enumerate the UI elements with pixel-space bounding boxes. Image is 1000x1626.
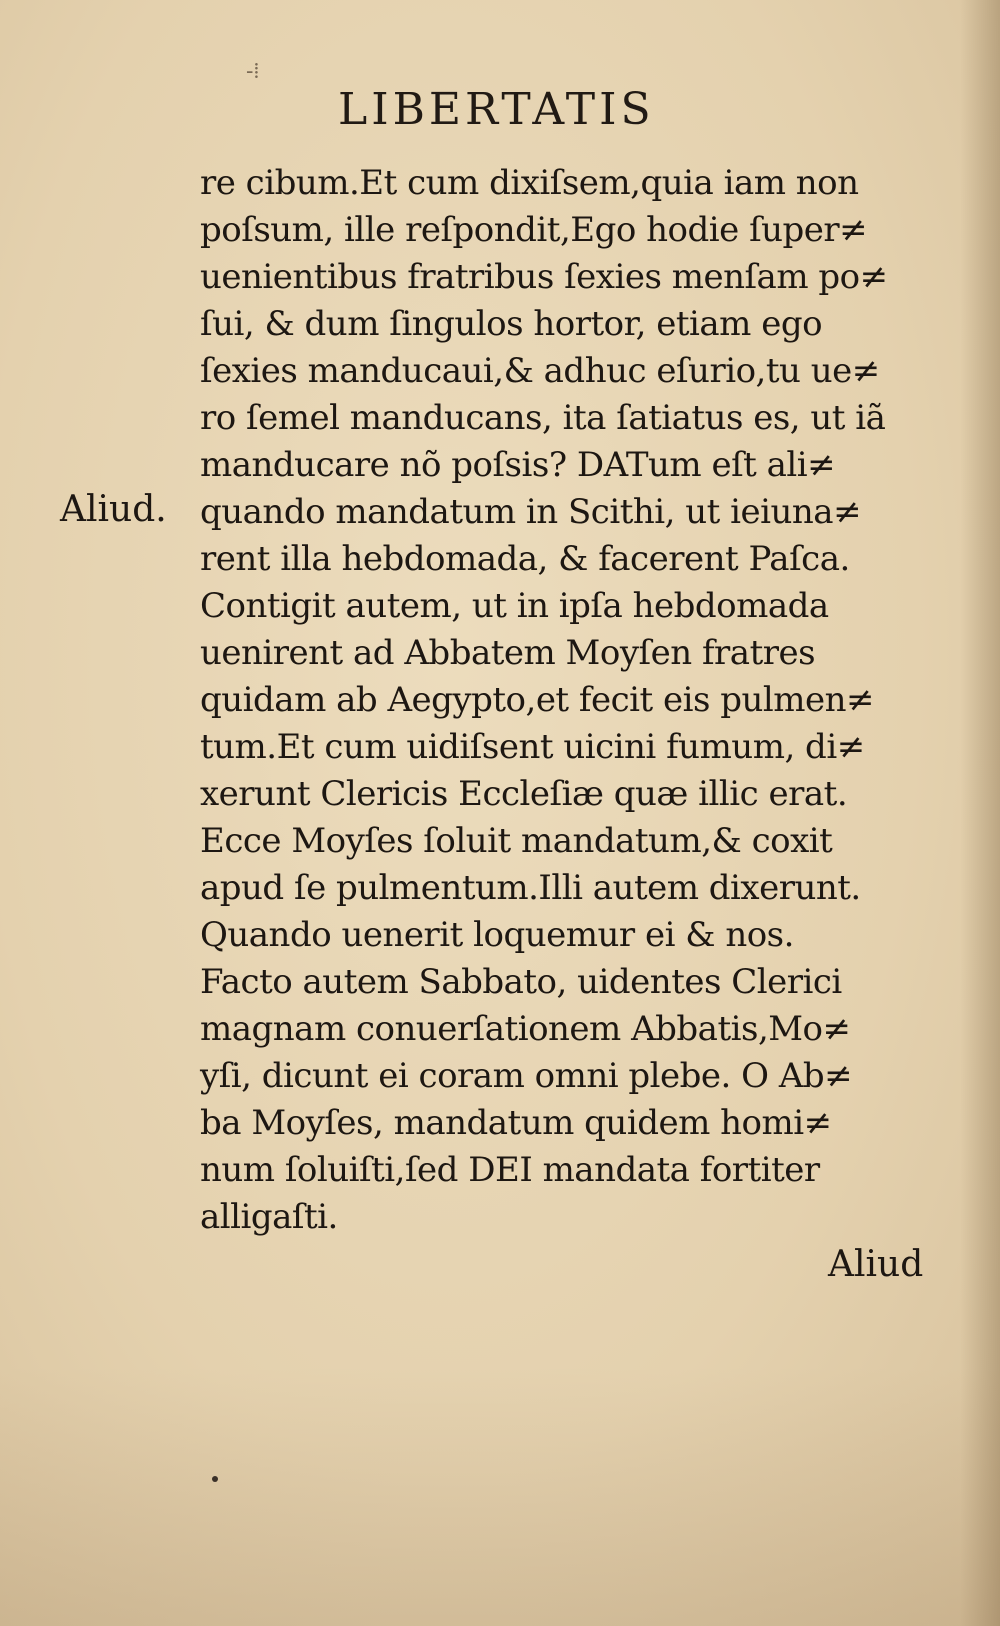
text-line: tum.Et cum uidiſsent uicini fumum, di≠ bbox=[200, 727, 865, 767]
ink-speck bbox=[212, 1476, 218, 1482]
text-line: uenirent ad Abbatem Moyſen fratres bbox=[200, 633, 816, 673]
text-line: yſi, dicunt ei coram omni plebe. O Ab≠ bbox=[200, 1056, 853, 1096]
marginal-note: Aliud. bbox=[60, 489, 167, 530]
text-line: Quando uenerit loquemur ei & nos. bbox=[200, 915, 794, 955]
catchword: Aliud bbox=[828, 1244, 924, 1285]
text-line: Contigit autem, ut in ipſa hebdomada bbox=[200, 586, 829, 626]
text-line: ro ſemel manducans, ita ſatiatus es, ut iã bbox=[200, 398, 886, 438]
text-line: quidam ab Aegypto,et fecit eis pulmen≠ bbox=[200, 680, 875, 720]
paper-stain bbox=[0, 1366, 1000, 1626]
text-line: rent illa hebdomada, & facerent Paſca. bbox=[200, 539, 850, 579]
text-line: manducare nõ poſsis? DATum eſt ali≠ bbox=[200, 445, 836, 485]
top-mark: -⁞ bbox=[246, 59, 260, 84]
text-line: quando mandatum in Scithi, ut ieiuna≠ bbox=[200, 492, 862, 532]
text-line: Ecce Moyſes ſoluit mandatum,& coxit bbox=[200, 821, 833, 861]
text-block bbox=[200, 160, 940, 1241]
running-head: LIBERTATIS bbox=[338, 84, 655, 135]
text-line: ſui, & dum ſingulos hortor, etiam ego bbox=[200, 304, 823, 344]
text-line: ba Moyſes, mandatum quidem homi≠ bbox=[200, 1103, 832, 1143]
text-line: poſsum, ille reſpondit,Ego hodie ſuper≠ bbox=[200, 210, 868, 250]
text-line: alligaſti. bbox=[200, 1197, 338, 1237]
text-line: re cibum.Et cum dixiſsem,quia iam non bbox=[200, 163, 859, 203]
text-line: ſexies manducaui,& adhuc eſurio,tu ue≠ bbox=[200, 351, 880, 391]
text-line: uenientibus fratribus ſexies menſam po≠ bbox=[200, 257, 888, 297]
text-line: num ſoluiſti,ſed DEI mandata fortiter bbox=[200, 1150, 820, 1190]
text-line: xerunt Clericis Eccleſiæ quæ illic erat. bbox=[200, 774, 848, 814]
text-line: magnam conuerſationem Abbatis,Mo≠ bbox=[200, 1009, 851, 1049]
text-line: apud ſe pulmentum.Illi autem dixerunt. bbox=[200, 868, 861, 908]
text-line: Facto autem Sabbato, uidentes Clerici bbox=[200, 962, 842, 1002]
